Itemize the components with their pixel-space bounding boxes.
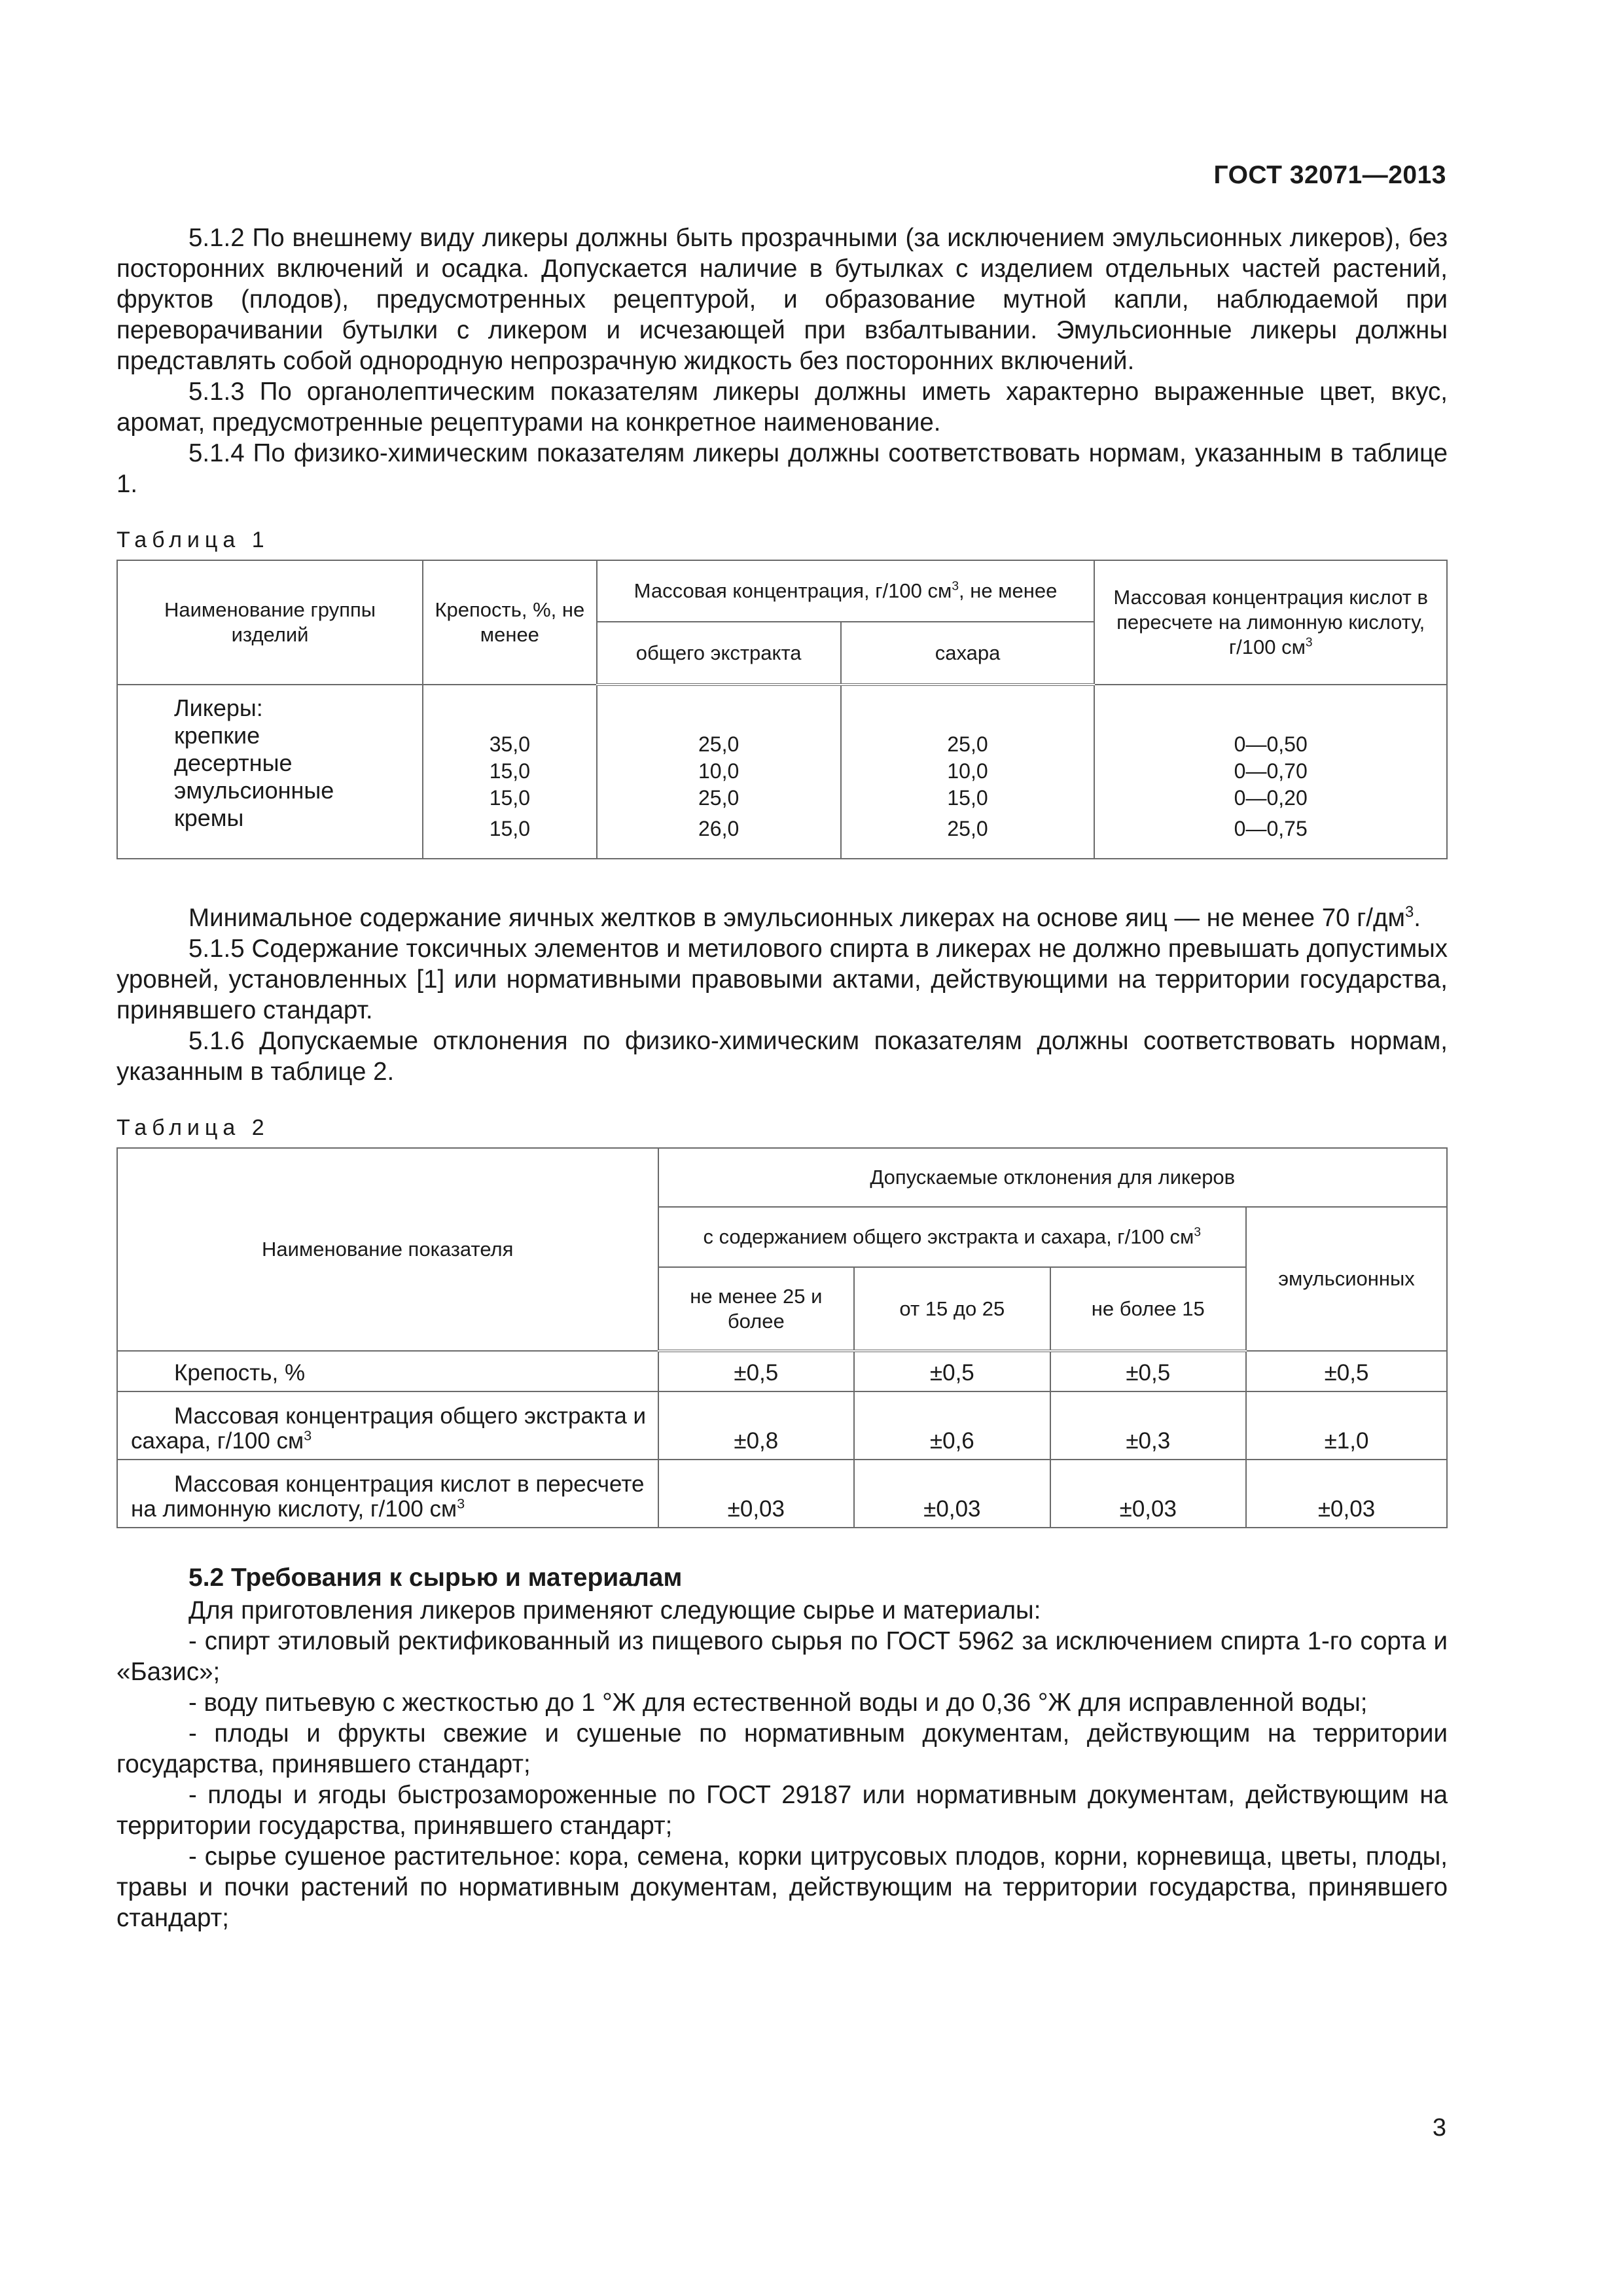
t1-value: 0—0,70 [1234,759,1308,783]
list-item: - плоды и фрукты свежие и сушеные по нормативным документам, действующим на территории государства, принявшего стандарт; [116,1719,1448,1778]
t1-value: 15,0 [489,817,530,840]
t2-cell: ±0,5 [658,1351,855,1391]
t2-cell: ±0,03 [1246,1460,1447,1528]
page-number: 3 [1432,2114,1446,2142]
list-item: - плоды и ягоды быстрозамороженные по ГОСТ 29187 или нормативным документам, действующим на территории государства, принявшего стандарт; [116,1781,1448,1840]
t2-header-allowed: Допускаемые отклонения для ликеров [658,1148,1448,1207]
t2-row-name: Крепость, % [117,1351,658,1391]
t1-sugar-col [841,685,1095,859]
list-item: - воду питьевую с жесткостью до 1 °Ж для естественной воды и до 0,36 °Ж для исправленной воды; [188,1689,1368,1717]
section-5-2-intro: Для приготовления ликеров применяют следующие сырье и материалы: [188,1596,1041,1624]
t2-row [117,1391,1447,1460]
t2-cell: ±1,0 [1246,1391,1447,1460]
t2-header-c1: не менее 25 и более [658,1267,855,1351]
t1-header-acid: Массовая концентрация кислот в пересчете на лимонную кислоту, г/100 $см^3$ [1094,560,1447,685]
t1-names-cell [117,685,423,859]
t2-cell: ±0,3 [1050,1391,1246,1460]
t2-cell: ±0,6 [854,1391,1050,1460]
t2-header-content: с содержанием общего экстракта и сахара, г/100 $см^3$ [658,1207,1247,1267]
document-number: ГОСТ 32071—2013 [1213,161,1446,189]
t1-value: 15,0 [489,759,530,783]
t1-value: 15,0 [947,786,988,810]
t2-header-indicator: Наименование показателя [117,1148,658,1351]
t1-value: 25,0 [947,817,988,840]
paragraph-min-yolk: Минимальное содержание яичных желтков в эмульсионных ликерах на основе яиц — не менее 70 $г/дм^3$. [188,903,1421,932]
t2-cell: ±0,03 [854,1460,1050,1528]
list-item: - спирт этиловый ректификованный из пищевого сырья по ГОСТ 5962 за исключением спирта 1-го сорта и «Базис»; [116,1627,1448,1686]
table1-label: Таблица 1 [116,528,270,552]
t2-cell: ±0,03 [658,1460,855,1528]
t1-value: 35,0 [489,732,530,756]
t1-value: 10,0 [947,759,988,783]
page-content [116,223,1448,1933]
t2-header-emulsion: эмульсионных [1246,1207,1447,1351]
t1-value: 25,0 [698,786,740,810]
t1-header-strength: Крепость, %, не менее [423,560,597,685]
paragraph-5-1-6: 5.1.6 Допускаемые отклонения по физико-химическим показателям должны соответствовать нормам, указанным в таблице 2. [116,1027,1448,1086]
paragraph-5-1-4: 5.1.4 По физико-химическим показателям ликеры должны соответствовать нормам, указанным в таблице 1. [116,439,1448,498]
paragraph-5-1-5: 5.1.5 Содержание токсичных элементов и метилового спирта в ликерах не должно превышать допустимых уровней, установленных [1] или нормативными правовыми актами, действующими на территории государства, принявшего стандарт. [116,935,1448,1024]
t1-strength-col [423,685,597,859]
paragraph-5-1-3: 5.1.3 По органолептическим показателям ликеры должны иметь характерно выраженные цвет, вкус, аромат, предусмотренные рецептурами на конкретное наименование. [116,378,1448,437]
t2-cell: ±0,5 [854,1351,1050,1391]
t2-cell: ±0,5 [1050,1351,1246,1391]
t1-row-name: эмульсионные [174,777,334,804]
t1-value: 25,0 [698,732,740,756]
t1-value: 10,0 [698,759,740,783]
t1-value: 25,0 [947,732,988,756]
t1-value: 0—0,75 [1234,817,1308,840]
t1-header-extract: общего экстракта [597,622,841,685]
t1-row-name: крепкие [174,722,260,749]
t2-header-c2: от 15 до 25 [854,1267,1050,1351]
t1-value: 0—0,20 [1234,786,1308,810]
t2-row [117,1351,1447,1391]
table2-label: Таблица 2 [116,1115,270,1140]
section-5-2-title: 5.2 Требования к сырью и материалам [188,1564,683,1592]
t1-acid-col [1094,685,1447,859]
t2-row [117,1460,1447,1528]
list-item: - сырье сушеное растительное: кора, семена, корки цитрусовых плодов, корни, корневища, цветы, плоды, травы и почки растений по нормативным документам, действующим на территории государства, принявшего стандарт; [116,1842,1448,1932]
t1-header-group: Наименование группы изделий [117,560,423,685]
paragraph-5-1-2: 5.1.2 По внешнему виду ликеры должны быть прозрачными (за исключением эмульсионных ликеров), без посторонних включений и осадка. Допускается наличие в бутылках с изделием отдельных частей растений, фруктов (плодов), предусмотренных рецептурой, и образование мутной капли, наблюдаемой при переворачивании бутылки с ликером и исчезающей при взбалтывании. Эмульсионные ликеры должны представлять собой однородную непрозрачную жидкость без посторонних включений. [116,224,1448,375]
t1-extract-col [597,685,841,859]
t1-value: 15,0 [489,786,530,810]
t2-row-name: Массовая концентрация общего экстракта и сахара, г/100 $см^3$ [117,1391,658,1460]
t1-row-name: кремы [174,804,244,831]
t1-header-mass-conc: Массовая концентрация, г/100 $см^3$, не менее [597,560,1095,622]
t2-header-c3: не более 15 [1050,1267,1246,1351]
table-2 [116,1147,1448,1528]
t2-cell: ±0,5 [1246,1351,1447,1391]
t1-group-title: Ликеры: [174,694,263,721]
t1-value: 0—0,50 [1234,732,1308,756]
t2-cell: ±0,03 [1050,1460,1246,1528]
t2-row-name: Массовая концентрация кислот в пересчете на лимонную кислоту, г/100 $см^3$ [117,1460,658,1528]
table-1 [116,560,1448,859]
t1-header-sugar: сахара [841,622,1095,685]
t2-cell: ±0,8 [658,1391,855,1460]
t1-row-name: десертные [174,749,293,776]
t1-value: 26,0 [698,817,740,840]
